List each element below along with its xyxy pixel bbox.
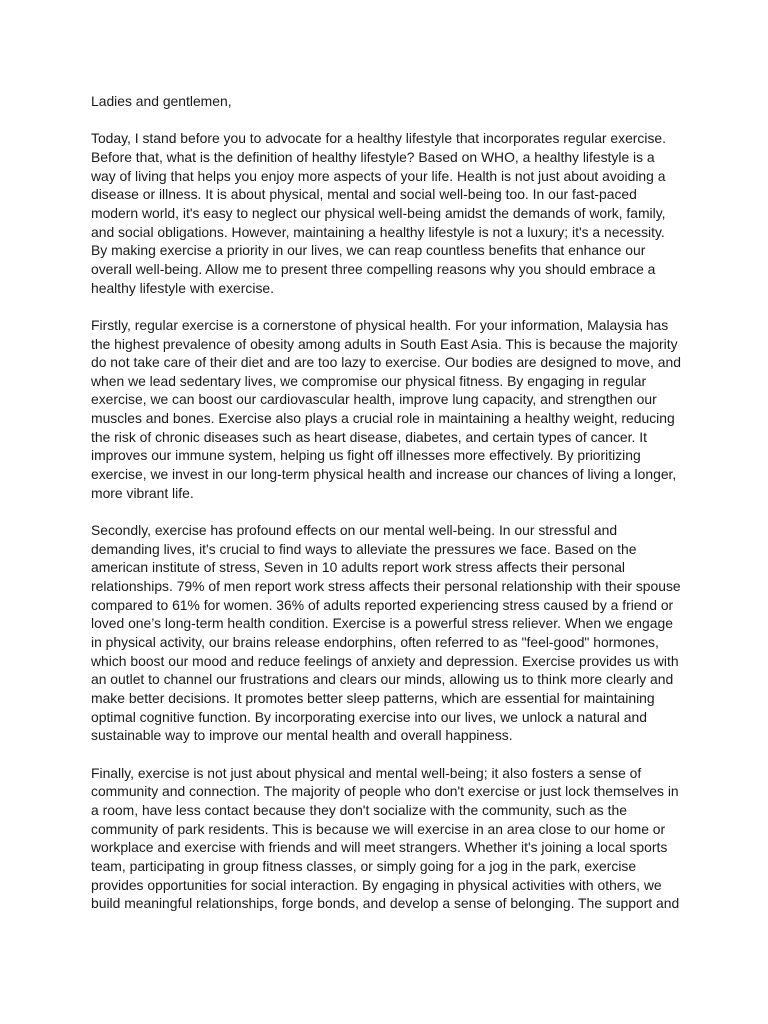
- paragraph-physical-health: Firstly, regular exercise is a cornerstone of physical health. For your information, Malaysia has the highest prevalence of obesity among adults in South East Asia. This is because the majority do not take care of their diet and are too lazy to exercise. Our bodies are designed to move, and when we lead sedentary lives, we compromise our physical fitness. By engaging in regular exercise, we can boost our cardiovascular health, improve lung capacity, and strengthen our muscles and bones. Exercise also plays a crucial role in maintaining a healthy weight, reducing the risk of chronic diseases such as heart disease, diabetes, and certain types of cancer. It improves our immune system, helping us fight off illnesses more effectively. By prioritizing exercise, we invest in our long-term physical health and increase our chances of living a longer, more vibrant life.: [91, 316, 681, 501]
- paragraph-community: Finally, exercise is not just about physical and mental well-being; it also fosters a sense of community and connection. The majority of people who don't exercise or just lock themselves in a room, have less contact because they don't socialize with the community, such as the community of park residents. This is because we will exercise in an area close to our home or workplace and exercise with friends and will meet strangers. Whether it's joining a local sports team, participating in group fitness classes, or simply going for a jog in the park, exercise provides opportunities for social interaction. By engaging in physical activities with others, we build meaningful relationships, forge bonds, and develop a sense of belonging. The support and: [91, 764, 680, 912]
- paragraph-intro: Today, I stand before you to advocate for a healthy lifestyle that incorporates regular exercise. Before that, what is the definition of healthy lifestyle? Based on WHO, a healthy lifestyle is a way of living that helps you enjoy more aspects of your life. Health is not just about avoiding a disease or illness. It is about physical, mental and social well-being too. In our fast-paced modern world, it's easy to neglect our physical well-being amidst the demands of work, family, and social obligations. However, maintaining a healthy lifestyle is not a luxury; it's a necessity. By making exercise a priority in our lives, we can reap countless benefits that enhance our overall well-being. Allow me to present three compelling reasons why you should embrace a healthy lifestyle with exercise.: [91, 130, 666, 296]
- document-body: [91, 92, 683, 931]
- paragraph-mental-wellbeing: Secondly, exercise has profound effects on our mental well-being. In our stressful and demanding lives, it's crucial to find ways to alleviate the pressures we face. Based on the american institute of stress, Seven in 10 adults report work stress affects their personal relationships. 79% of men report work stress affects their personal relationship with their spouse compared to 61% for women. 36% of adults reported experiencing stress caused by a friend or loved one’s long-term health condition. Exercise is a powerful stress reliever. When we engage in physical activity, our brains release endorphins, often referred to as "feel-good" hormones, which boost our mood and reduce feelings of anxiety and depression. Exercise provides us with an outlet to channel our frustrations and clears our minds, allowing us to think more clearly and make better decisions. It promotes better sleep patterns, which are essential for maintaining optimal cognitive function. By incorporating exercise into our lives, we unlock a natural and sustainable way to improve our mental health and overall happiness.: [91, 522, 681, 744]
- greeting-line: Ladies and gentlemen,: [91, 93, 232, 109]
